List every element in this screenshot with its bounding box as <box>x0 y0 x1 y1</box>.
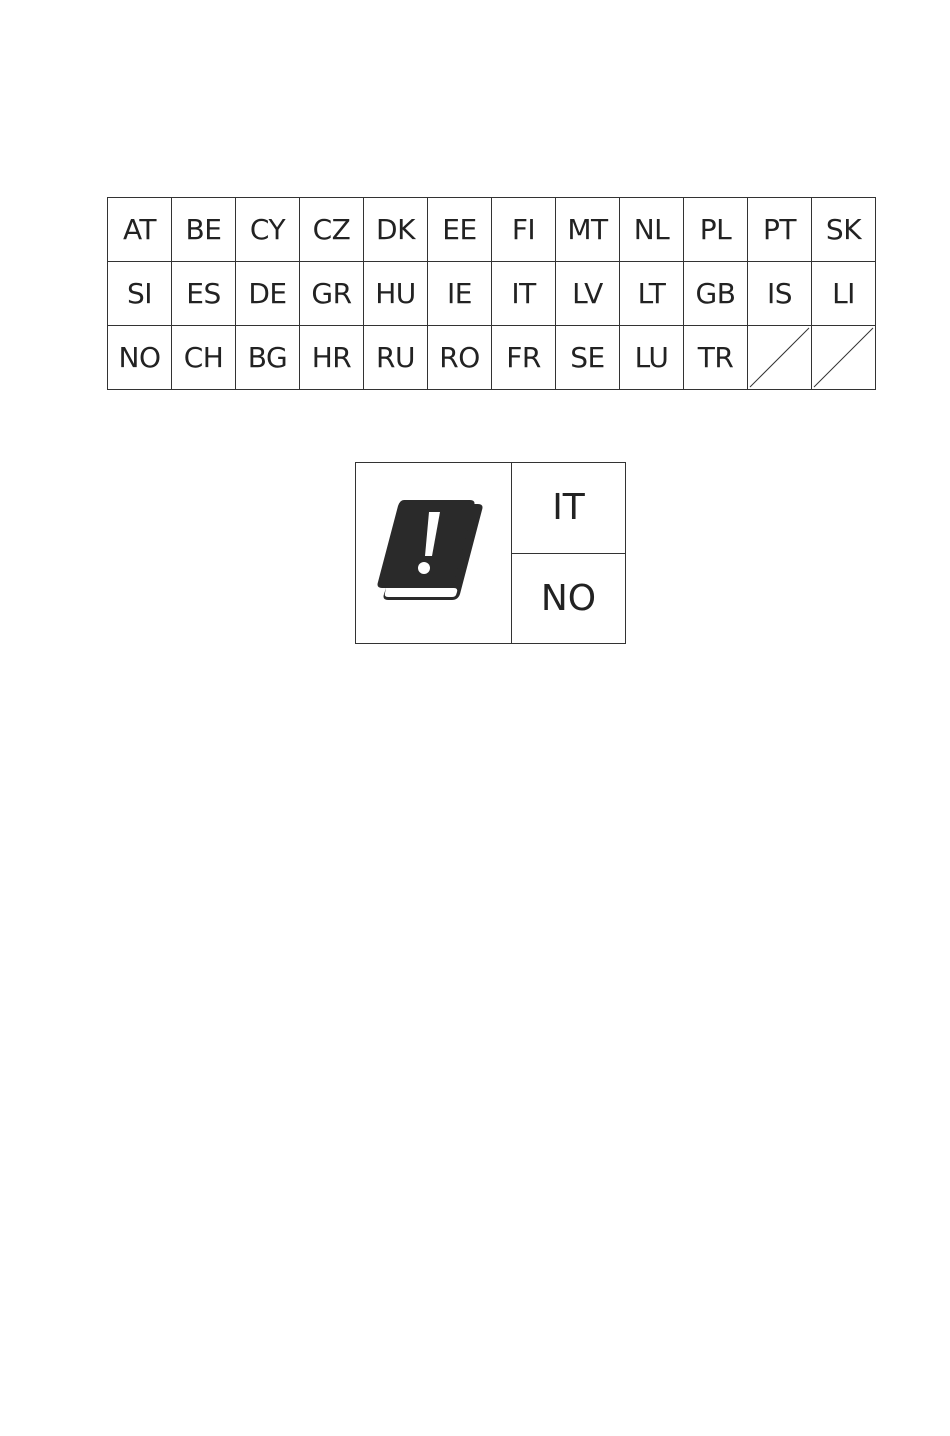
country-cell: MT <box>556 198 620 262</box>
country-cell: GB <box>684 262 748 326</box>
table-row <box>108 262 876 326</box>
restricted-country-code: IT <box>512 463 625 554</box>
country-cell: RO <box>428 326 492 390</box>
manual-warning-icon <box>374 498 494 608</box>
country-cell: CH <box>172 326 236 390</box>
country-cell: IE <box>428 262 492 326</box>
country-cell: IS <box>748 262 812 326</box>
restricted-country-codes <box>512 463 625 643</box>
country-cell: HR <box>300 326 364 390</box>
symbol-cell <box>356 463 512 643</box>
country-cell: BE <box>172 198 236 262</box>
empty-cell <box>812 326 876 390</box>
country-cell: FR <box>492 326 556 390</box>
country-code-table <box>107 197 876 390</box>
country-cell: IT <box>492 262 556 326</box>
country-cell: SI <box>108 262 172 326</box>
country-cell: HU <box>364 262 428 326</box>
country-cell: CZ <box>300 198 364 262</box>
country-cell: BG <box>236 326 300 390</box>
country-cell: DK <box>364 198 428 262</box>
country-cell: DE <box>236 262 300 326</box>
country-cell: LU <box>620 326 684 390</box>
country-cell: EE <box>428 198 492 262</box>
country-cell: LT <box>620 262 684 326</box>
country-cell: CY <box>236 198 300 262</box>
country-cell: LV <box>556 262 620 326</box>
country-cell: GR <box>300 262 364 326</box>
diagonal-slash-icon <box>812 326 875 389</box>
country-cell: AT <box>108 198 172 262</box>
country-cell: PT <box>748 198 812 262</box>
restricted-country-code: NO <box>540 577 597 619</box>
country-cell: LI <box>812 262 876 326</box>
country-cell: FI <box>492 198 556 262</box>
country-cell: ES <box>172 262 236 326</box>
empty-cell <box>748 326 812 390</box>
diagonal-slash-icon <box>748 326 811 389</box>
country-cell: TR <box>684 326 748 390</box>
country-cell: SE <box>556 326 620 390</box>
country-cell: NO <box>108 326 172 390</box>
country-cell: RU <box>364 326 428 390</box>
country-cell: NL <box>620 198 684 262</box>
table-row <box>108 198 876 262</box>
country-cell: PL <box>684 198 748 262</box>
table-row <box>108 326 876 390</box>
restriction-notice-box <box>355 462 626 644</box>
country-cell: SK <box>812 198 876 262</box>
